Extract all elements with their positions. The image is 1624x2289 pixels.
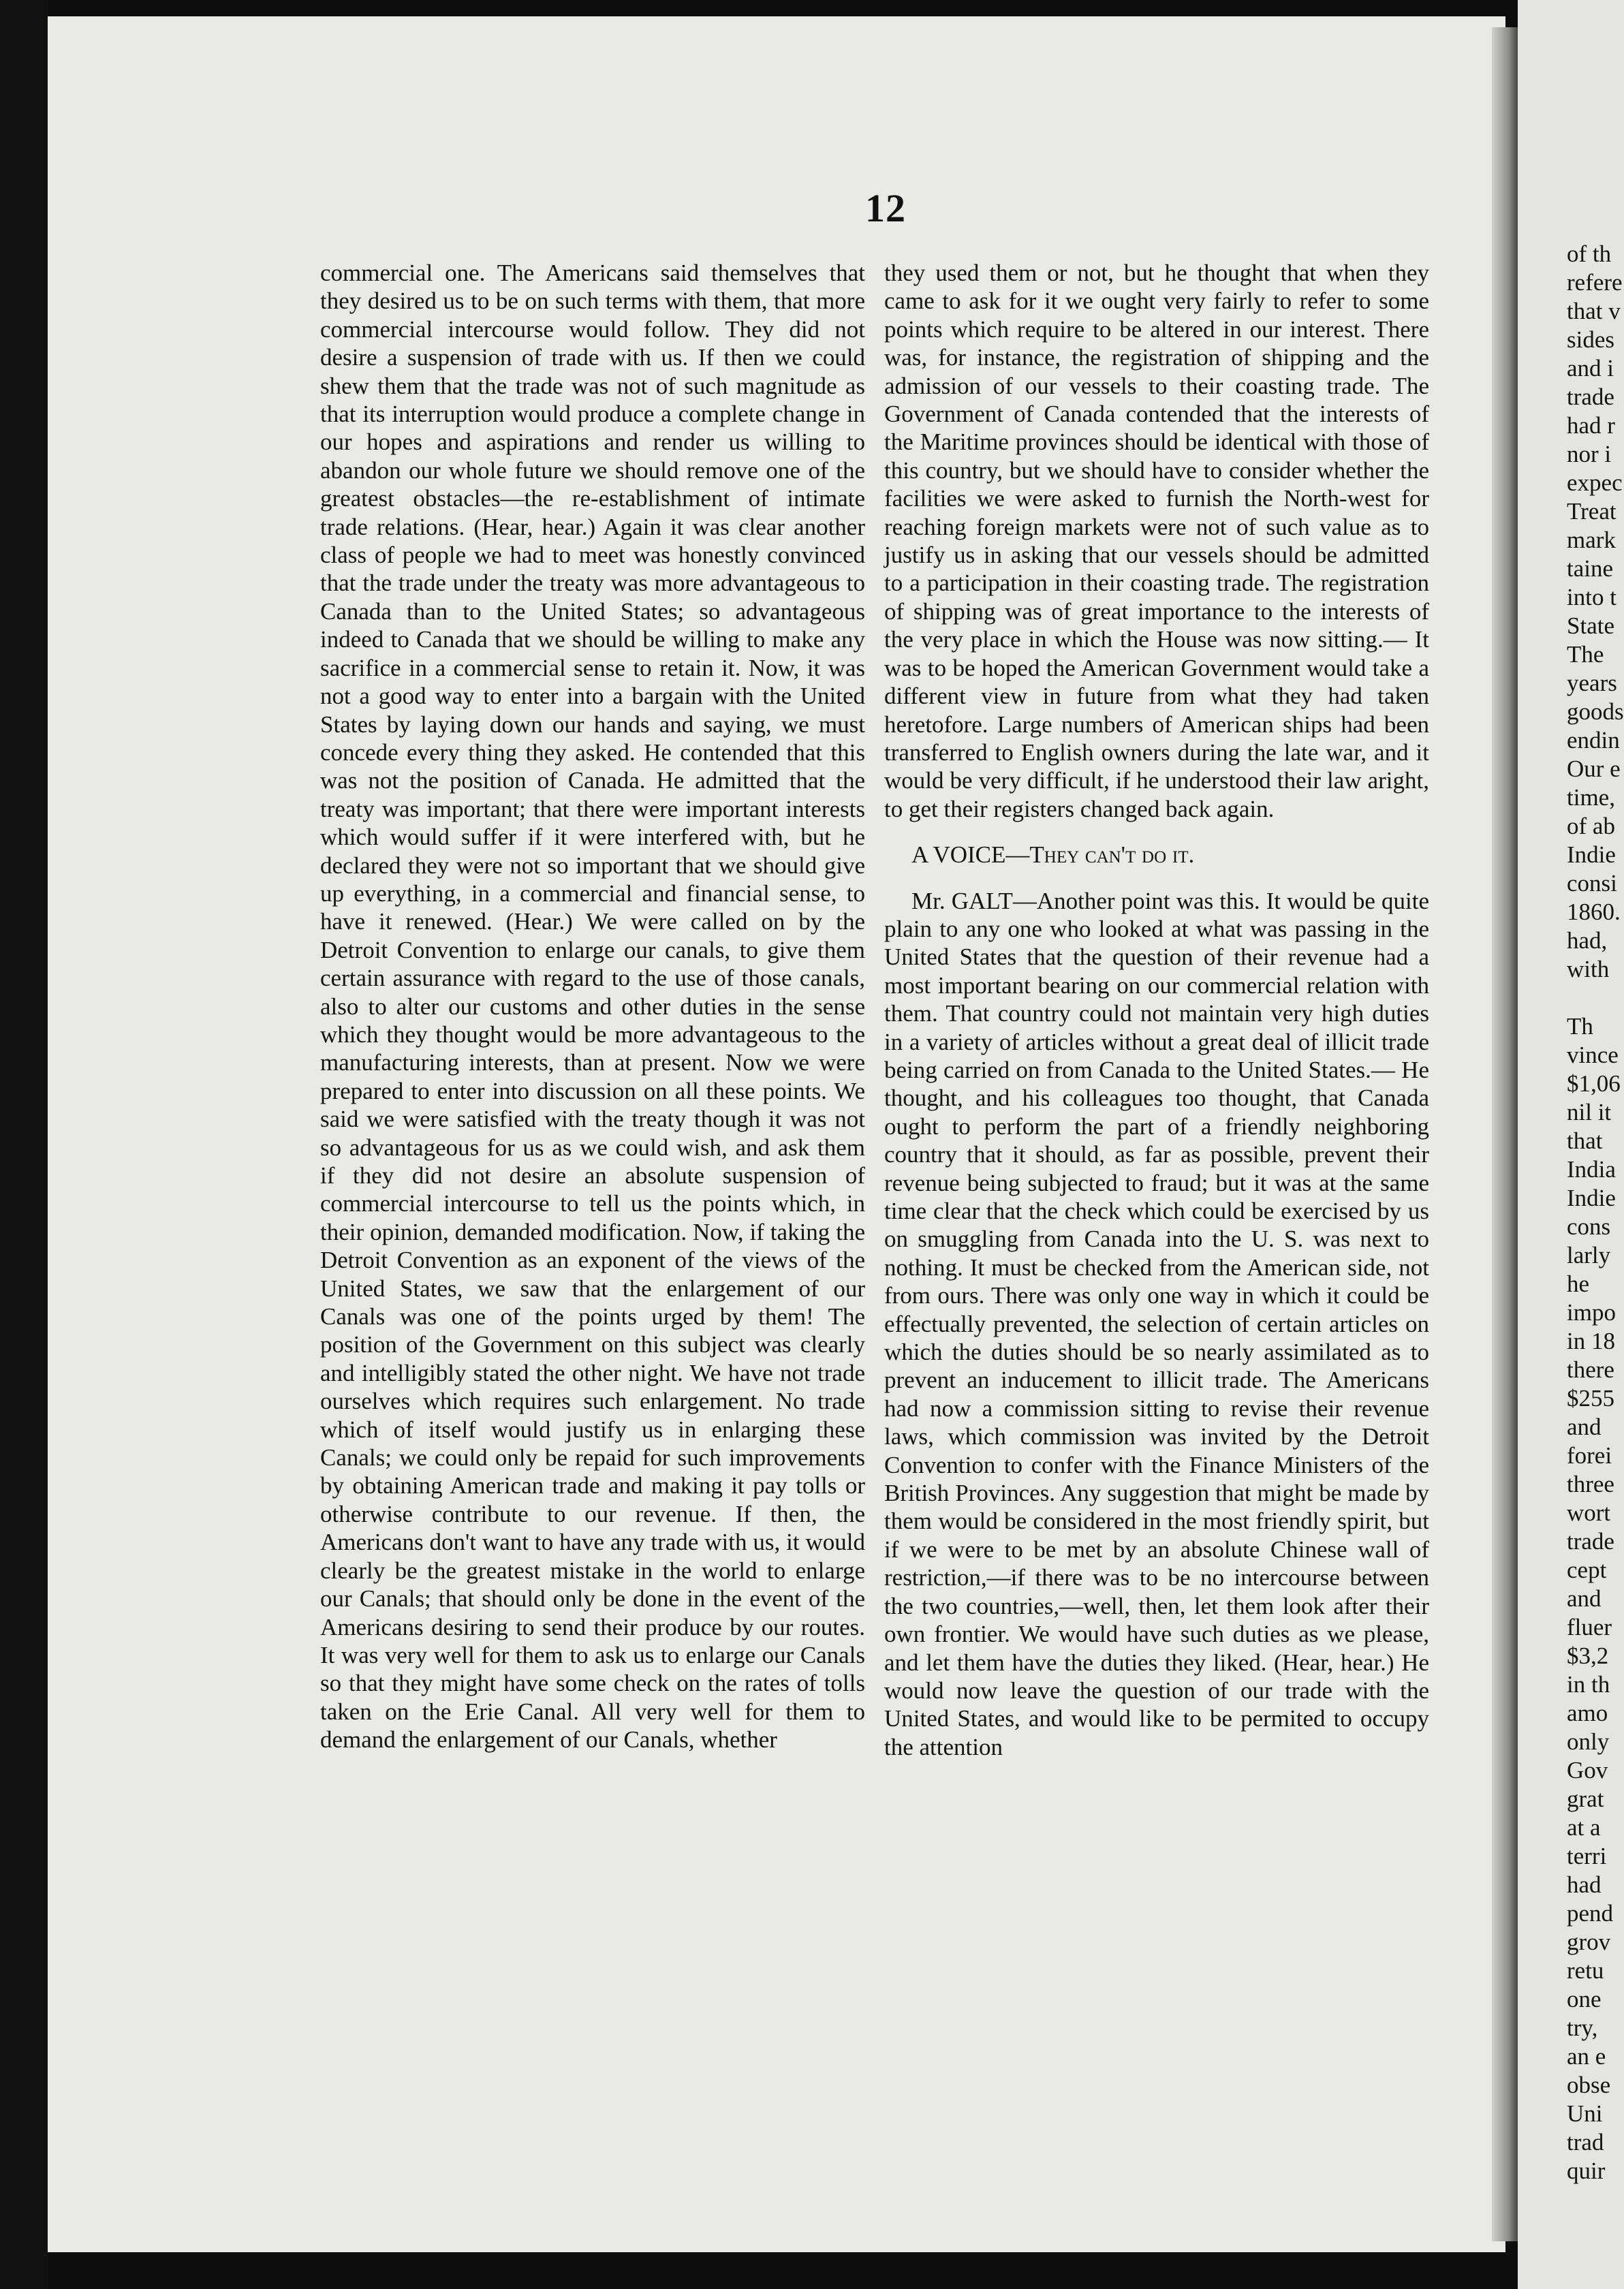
adjacent-page-line: [1567, 984, 1624, 1012]
adjacent-page-line: India: [1567, 1156, 1616, 1183]
adjacent-page-line: that: [1567, 1127, 1603, 1154]
adjacent-page-line: nil it: [1567, 1099, 1612, 1125]
text-column-left: [320, 259, 865, 1754]
adjacent-page-line: and: [1567, 1585, 1602, 1612]
adjacent-page-line: sides: [1567, 326, 1614, 353]
adjacent-page-line: mark: [1567, 527, 1616, 553]
adjacent-page-line: grat: [1567, 1786, 1604, 1812]
adjacent-page-line: Our e: [1567, 756, 1621, 782]
adjacent-page-line: there: [1567, 1356, 1614, 1383]
adjacent-page-line: trade: [1567, 384, 1614, 410]
adjacent-page-line: refere: [1567, 269, 1623, 296]
adjacent-page-line: that v: [1567, 298, 1621, 324]
adjacent-page-line: an e: [1567, 2043, 1606, 2070]
adjacent-page-line: nor i: [1567, 441, 1612, 467]
adjacent-page-line: had,: [1567, 927, 1608, 954]
adjacent-page-line: consi: [1567, 870, 1617, 897]
adjacent-page-line: Th: [1567, 1013, 1593, 1040]
adjacent-page-line: and: [1567, 1414, 1602, 1440]
adjacent-page-line: The: [1567, 641, 1604, 668]
adjacent-page-line: time,: [1567, 784, 1615, 811]
adjacent-page-line: and i: [1567, 355, 1614, 382]
adjacent-page-line: into t: [1567, 584, 1617, 610]
adjacent-page-line: he: [1567, 1271, 1590, 1297]
adjacent-page-line: endin: [1567, 727, 1620, 753]
adjacent-page-line: trade: [1567, 1528, 1614, 1555]
text-column-right: [884, 259, 1429, 1761]
adjacent-page-line: taine: [1567, 555, 1614, 582]
adjacent-page-line: fluer: [1567, 1614, 1612, 1640]
adjacent-page-line: try,: [1567, 2014, 1598, 2041]
adjacent-page-line: Treat: [1567, 498, 1617, 525]
adjacent-page-line: trad: [1567, 2129, 1604, 2155]
page-gutter-shadow: [1492, 27, 1519, 2241]
paragraph-voice: A VOICE—They can't do it.: [911, 841, 1195, 869]
paragraph: commercial one. The Americans said themselves that they desired us to be on such terms with them, that more commercial intercourse would follow. They did not desire a suspension of trade with us. If then we could shew them that the trade was not of such magnitude as that its interruption would produce a complete change in our hopes and aspirations and render us willing to abandon our whole future we should remove one of the greatest obstacles—the re-establishment of intimate trade relations. (Hear, hear.) Again it was clear another class of people we had to meet was honestly convinced that the trade under the treaty was more advantageous to Canada than to the United States; so advantageous indeed to Canada that we should be willing to make any sacrifice in a commercial sense to retain it. Now, it was not a good way to enter into a bargain with the United States by laying down our hands and saying, we must concede every thing they asked. He contended that this was not the position of Canada. He admitted that the treaty was important; that there were important interests which would suffer if it were interfered with, but he declared they were not so important that we should give up everything, in a commercial and financial sense, to have it renewed. (Hear.) We were called on by the Detroit Convention to enlarge our canals, to give them certain assurance with regard to the use of those canals, also to alter our customs and other duties in the sense which they thought would be more advantageous to the manufacturing interests, than at present. Now we were prepared to enter into discussion on all these points. We said we were satisfied with the treaty though it was not so advantageous for us as we could wish, and ask them if they did not desire an absolute suspension of commercial intercourse to tell us the points which, in their opinion, demanded modification. Now, if taking the Detroit Convention as an exponent of the views of the United States, we saw that the enlargement of our Canals was one of the points urged by them! The position of the Government on this subject was clearly and intelligibly stated the other night. We have not trade ourselves which requires such enlargement. No trade which of itself would justify us in enlarging these Canals; we could only be repaid for such improvements by obtaining American trade and making it pay tolls or otherwise contribute to our revenue. If then, the Americans don't want to have any trade with us, it would clearly be the greatest mistake in the world to enlarge our Canals; that should only be done in the event of the Americans desiring to send their produce by our routes. It was very well for them to ask us to enlarge our Canals so that they might have some check on the rates of tolls taken on the Erie Canal. All very well for them to demand the enlargement of our Canals, whether: [320, 260, 865, 1754]
adjacent-page-line: one: [1567, 1986, 1602, 2012]
adjacent-page-line: impo: [1567, 1299, 1616, 1326]
adjacent-page-line: retu: [1567, 1957, 1604, 1984]
adjacent-page-line: $255: [1567, 1385, 1614, 1412]
adjacent-page-line: years: [1567, 670, 1617, 696]
adjacent-page-line: amo: [1567, 1700, 1608, 1726]
adjacent-page-line: obse: [1567, 2072, 1611, 2098]
adjacent-page-line: with: [1567, 956, 1610, 982]
adjacent-page-line: Indie: [1567, 841, 1616, 868]
adjacent-page-line: three: [1567, 1471, 1614, 1497]
adjacent-page-line: in 18: [1567, 1328, 1615, 1354]
paragraph: Mr. GALT—Another point was this. It would be quite plain to any one who looked at what was passing in the United States that the question of their revenue had a most important bearing on our commercial relation with them. That country could not maintain very high duties in a variety of articles without a great deal of illicit trade being carried on from Canada to the United States.— He thought, and his colleagues too thought, that Canada ought to perform the part of a friendly neighboring country that it should, as far as possible, prevent their revenue being subjected to fraud; but it was at the same time clear that the check which could be exercised by us on smuggling from Canada into the U. S. was next to nothing. It must be checked from the American side, not from ours. There was only one way in which it could be effectually prevented, the selection of certain articles on which the duties should be so nearly assimilated as to prevent an inducement to illicit trade. The Americans had now a commission sitting to revise their revenue laws, which commission was invited by the Detroit Convention to confer with the Finance Ministers of the British Provinces. Any suggestion that might be made by them would be considered in the most friendly spirit, but if we were to be met by an absolute Chinese wall of restriction,—if there was to be no intercourse between the two countries,—well, then, let them look after their own frontier. We would have such duties as we please, and let them have the duties they liked. (Hear, hear.) He would now leave the question of our trade with the United States, and would like to be permited to occupy the attention: [884, 887, 1429, 1760]
adjacent-page-line: quir: [1567, 2158, 1606, 2184]
adjacent-page-line: State: [1567, 612, 1614, 639]
adjacent-page-line: wort: [1567, 1499, 1611, 1526]
adjacent-page-line: pend: [1567, 1900, 1614, 1927]
adjacent-page-line: had: [1567, 1871, 1602, 1898]
adjacent-page-line: cept: [1567, 1557, 1607, 1583]
adjacent-page-line: of ab: [1567, 813, 1615, 839]
adjacent-page-line: in th: [1567, 1671, 1610, 1698]
adjacent-page-line: vince: [1567, 1042, 1619, 1068]
adjacent-page-line: had r: [1567, 412, 1615, 439]
adjacent-page-line: only: [1567, 1728, 1610, 1755]
adjacent-page-line: larly: [1567, 1242, 1611, 1268]
paragraph: they used them or not, but he thought that when they came to ask for it we ought very fairly to refer to some points which require to be altered in our interest. There was, for instance, the registration of shipping and the admission of our vessels to their coasting trade. The Government of Canada contended that the interests of the Maritime provinces should be identical with those of this country, but we should have to consider whether the facilities we were asked to furnish the North-west for reaching foreign markets were not of such value as to justify us in asking that our vessels should be admitted to a participation in their coasting trade. The registration of shipping was of great importance to the interests of the very place in which the House was now sitting.— It was to be hoped the American Government would take a different view in future from what they had taken heretofore. Large numbers of American ships had been transferred to English owners during the late war, and it would be very difficult, if he understood their law aright, to get their registers changed back again.: [884, 260, 1429, 822]
adjacent-page-line: cons: [1567, 1213, 1611, 1240]
adjacent-page-line: of th: [1567, 240, 1612, 267]
adjacent-page-line: Indie: [1567, 1185, 1616, 1211]
page-number: 12: [865, 186, 906, 230]
adjacent-page-line: forei: [1567, 1442, 1612, 1469]
adjacent-page-line: terri: [1567, 1843, 1607, 1869]
adjacent-page-text: [1567, 240, 1624, 2185]
adjacent-page-line: $1,06: [1567, 1070, 1621, 1097]
adjacent-page-line: Uni: [1567, 2100, 1603, 2127]
adjacent-page-line: grov: [1567, 1929, 1611, 1955]
adjacent-page-line: Gov: [1567, 1757, 1608, 1784]
adjacent-page-line: at a: [1567, 1814, 1601, 1841]
adjacent-page-line: expec: [1567, 469, 1623, 496]
adjacent-page-line: $3,2: [1567, 1642, 1609, 1669]
adjacent-page-line: 1860.: [1567, 899, 1621, 925]
left-binding-edge: [0, 0, 48, 2289]
adjacent-page-line: goods: [1567, 698, 1624, 725]
